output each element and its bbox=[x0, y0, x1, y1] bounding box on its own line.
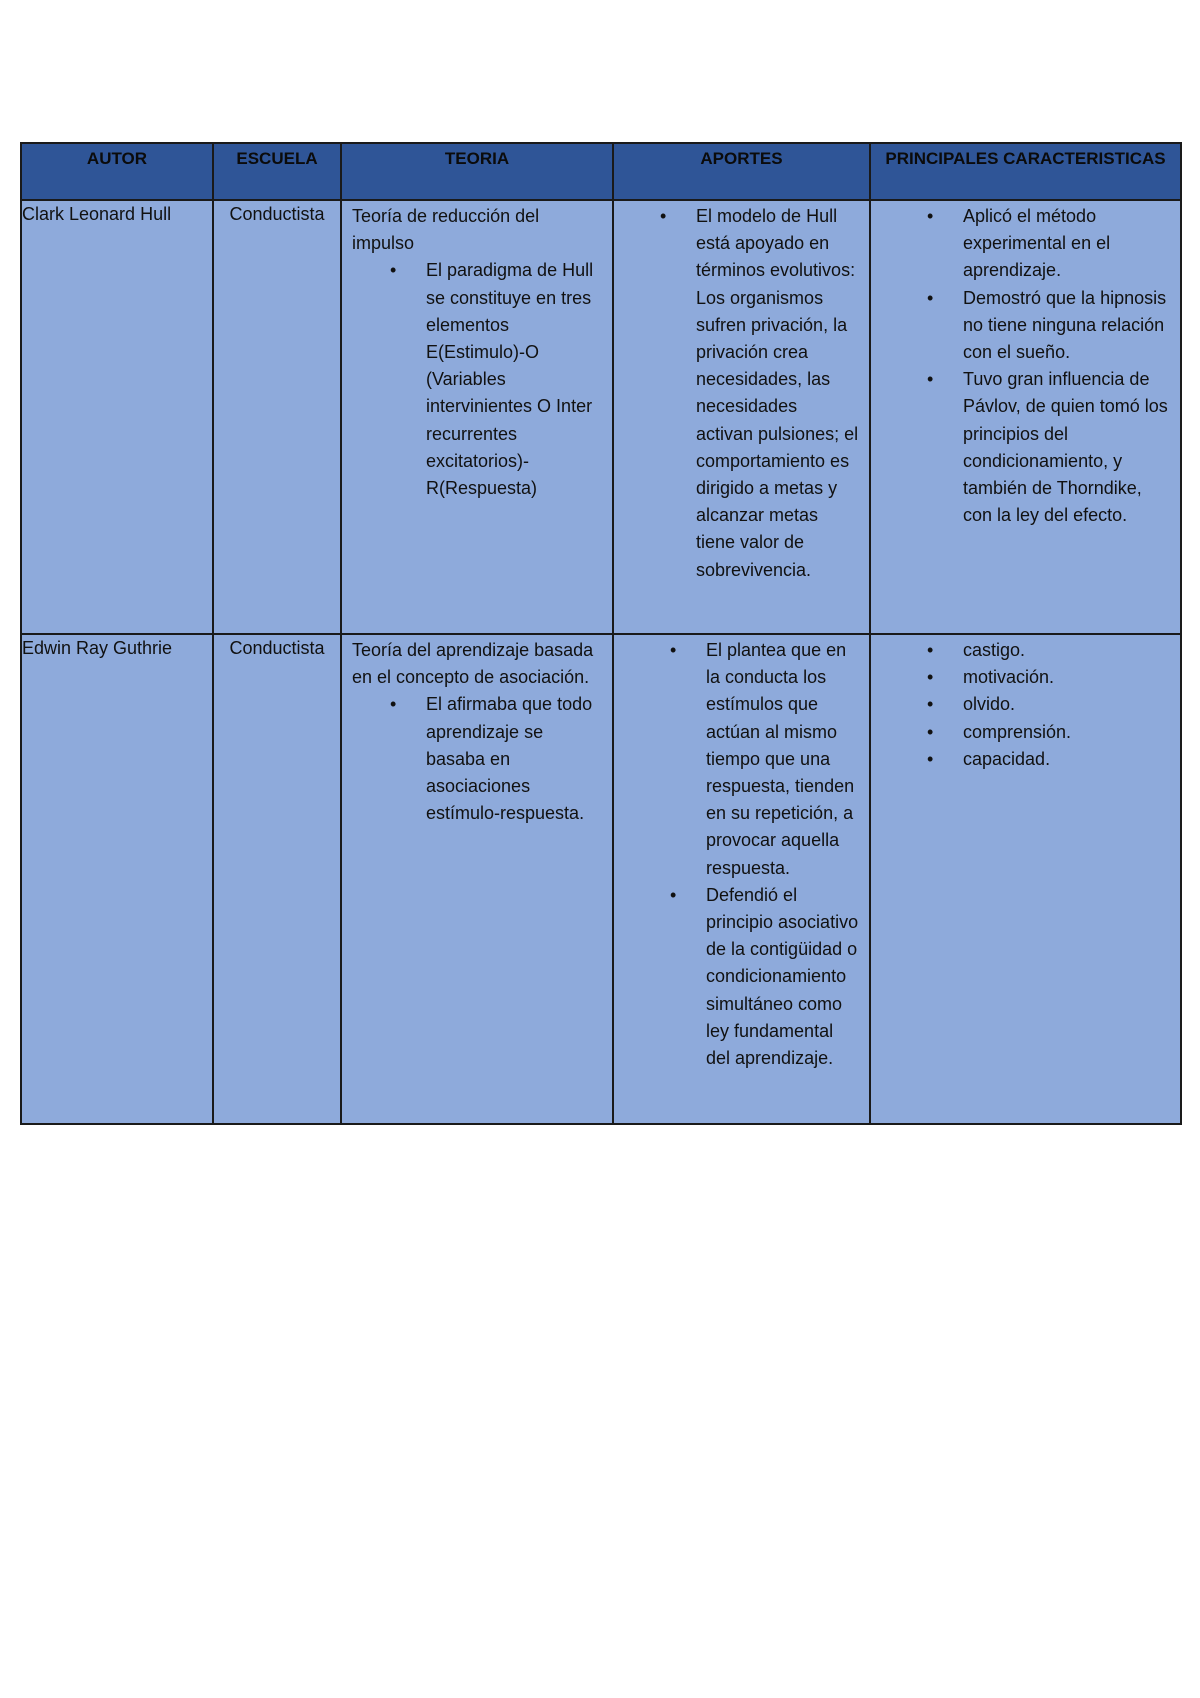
aportes-list bbox=[614, 635, 869, 1072]
list-item: • comprensión. bbox=[881, 719, 1170, 746]
cell-caracteristicas bbox=[870, 200, 1181, 634]
table-row bbox=[21, 634, 1181, 1124]
caracteristicas-list bbox=[871, 201, 1180, 529]
list-item: • Aplicó el método experimental en el aprendizaje. bbox=[881, 203, 1170, 285]
cell-autor: Clark Leonard Hull bbox=[21, 200, 213, 634]
aportes-list bbox=[614, 201, 869, 584]
header-autor: AUTOR bbox=[21, 143, 213, 200]
list-item: • capacidad. bbox=[881, 746, 1170, 773]
teoria-bullets bbox=[352, 257, 602, 502]
list-item: • motivación. bbox=[881, 664, 1170, 691]
cell-aportes bbox=[613, 200, 870, 634]
cell-caracteristicas bbox=[870, 634, 1181, 1124]
table-row bbox=[21, 200, 1181, 634]
header-teoria: TEORIA bbox=[341, 143, 613, 200]
header-caracteristicas: PRINCIPALES CARACTERISTICAS bbox=[870, 143, 1181, 200]
cell-escuela: Conductista bbox=[213, 200, 341, 634]
list-item: • Tuvo gran influencia de Pávlov, de quien tomó los principios del condicionamiento, y también de Thorndike, con la ley del efecto. bbox=[881, 366, 1170, 529]
header-row bbox=[21, 143, 1181, 200]
header-escuela: ESCUELA bbox=[213, 143, 341, 200]
cell-teoria bbox=[341, 634, 613, 1124]
list-item: • castigo. bbox=[881, 637, 1170, 664]
cell-escuela: Conductista bbox=[213, 634, 341, 1124]
caracteristicas-list bbox=[871, 635, 1180, 773]
cell-autor: Edwin Ray Guthrie bbox=[21, 634, 213, 1124]
list-item: • El paradigma de Hull se constituye en tres elementos E(Estimulo)-O (Variables intervinientes O Inter recurrentes excitatorios)-R(Respuesta) bbox=[352, 257, 602, 502]
list-item: • El afirmaba que todo aprendizaje se basaba en asociaciones estímulo-respuesta. bbox=[352, 691, 602, 827]
list-item: • El modelo de Hull está apoyado en términos evolutivos: Los organismos sufren privación, la privación crea necesidades, las necesidades activan pulsiones; el comportamiento es dirigido a metas y alcanzar metas tiene valor de sobrevivencia. bbox=[614, 203, 859, 584]
list-item: • Demostró que la hipnosis no tiene ninguna relación con el sueño. bbox=[881, 285, 1170, 367]
teoria-intro: Teoría del aprendizaje basada en el concepto de asociación. bbox=[352, 640, 594, 688]
list-item: • El plantea que en la conducta los estímulos que actúan al mismo tiempo que una respuesta, tienden en su repetición, a provocar aquella respuesta. bbox=[624, 637, 859, 882]
list-item: • Defendió el principio asociativo de la contigüidad o condicionamiento simultáneo como ley fundamental del aprendizaje. bbox=[624, 882, 859, 1072]
cell-aportes bbox=[613, 634, 870, 1124]
header-aportes: APORTES bbox=[613, 143, 870, 200]
list-item: • olvido. bbox=[881, 691, 1170, 718]
cell-teoria bbox=[341, 200, 613, 634]
comparison-table bbox=[20, 142, 1182, 1125]
teoria-intro: Teoría de reducción del impulso bbox=[352, 206, 540, 254]
teoria-bullets bbox=[352, 691, 602, 827]
